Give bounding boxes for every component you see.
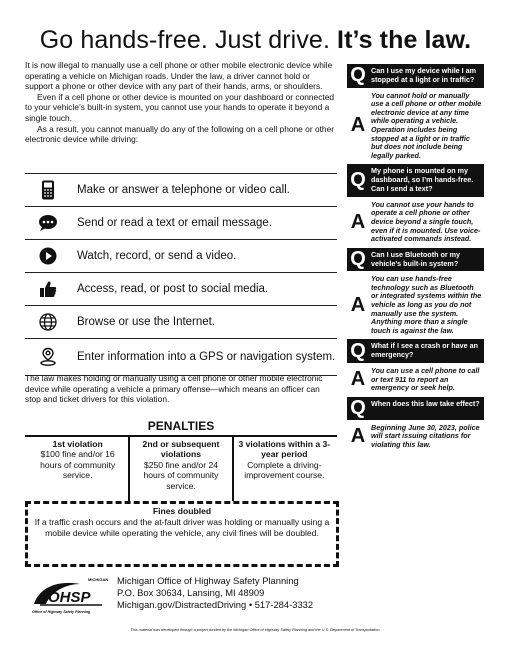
answer-block	[347, 423, 484, 451]
intro-paragraph-2: Even if a cell phone or other device is mounted on your dashboard or connected to your vehicle’s built-in system, you cannot use your hands to operate it beyond a single touch.	[25, 91, 335, 123]
answer-block	[347, 366, 484, 394]
ohsp-logo	[30, 574, 110, 616]
intro-paragraph-3: As a result, you cannot manually do any of the following on a cell phone or other electronic device while driving:	[25, 123, 335, 145]
action-label: Send or read a text or email message.	[77, 217, 272, 229]
question-block	[347, 339, 484, 363]
prohibited-actions-list	[25, 173, 337, 376]
question-text: What if I see a crash or have an emergency?	[371, 341, 479, 360]
action-label: Browse or use the Internet.	[77, 316, 216, 328]
answer-block	[347, 274, 484, 336]
penalty-body: $250 fine and/or 24 hours of community service.	[143, 459, 219, 491]
action-label: Access, read, or post to social media.	[77, 283, 269, 295]
thumbs-up-icon	[25, 280, 71, 298]
faq-sidebar	[347, 64, 484, 454]
a-letter: A	[350, 368, 366, 391]
action-item	[25, 338, 337, 376]
action-item	[25, 272, 337, 305]
fines-doubled-heading: Fines doubled	[152, 506, 212, 516]
action-item	[25, 305, 337, 338]
action-item	[25, 239, 337, 272]
penalty-heading: 1st violation	[52, 439, 103, 449]
a-letter: A	[350, 293, 366, 316]
answer-text: You can use a cell phone to call or text 911 to report an emergency or seek help.	[371, 366, 480, 393]
action-label: Make or answer a telephone or video call.	[77, 184, 290, 196]
question-text: When does this law take effect?	[371, 398, 480, 408]
a-letter: A	[350, 425, 366, 448]
question-block	[347, 248, 484, 272]
svg-text:OHSP: OHSP	[48, 589, 91, 606]
contact-org: Michigan Office of Highway Safety Planning	[117, 575, 299, 586]
phone-icon	[25, 180, 71, 200]
answer-text: You cannot hold or manually use a cell phone or other mobile electronic device at any time while operating a vehicle. Operation includes being stopped at a light or in traffic but does not include being legally parked.	[371, 90, 482, 160]
q-letter: Q	[350, 396, 366, 419]
penalties-title: PENALTIES	[25, 419, 337, 437]
contact-web-phone: Michigan.gov/DistractedDriving • 517-284-3332	[117, 598, 314, 610]
question-text: My phone is mounted on my dashboard, so I’m hands-free. Can I send a text?	[371, 166, 474, 193]
page-title	[0, 26, 511, 55]
fines-doubled-body: If a traffic crash occurs and the at-fault driver was holding or manually using a mobile device while operating the vehicle, any civil fines will be doubled.	[34, 517, 330, 538]
penalty-body: $100 fine and/or 16 hours of community service.	[40, 449, 116, 481]
contact-address: P.O. Box 30634, Lansing, MI 48909	[117, 586, 265, 598]
action-item	[25, 206, 337, 239]
action-label: Watch, record, or send a video.	[77, 250, 237, 262]
question-block	[347, 397, 484, 420]
action-item	[25, 173, 337, 206]
question-block	[347, 64, 484, 88]
primary-offense-text: The law makes holding or manually using a cell phone or other mobile electronic device while operating a vehicle a primary offense—which means an officer can stop and ticket drivers for this violation.	[25, 373, 323, 405]
svg-text:MICHIGAN: MICHIGAN	[88, 577, 109, 582]
answer-block	[347, 200, 484, 245]
q-letter: Q	[350, 248, 366, 270]
fines-doubled-box	[25, 501, 339, 567]
penalty-heading: 2nd or subsequent violations	[142, 439, 220, 460]
q-letter: Q	[350, 169, 366, 192]
title-normal: Go hands-free. Just drive.	[39, 26, 330, 54]
a-letter: A	[350, 210, 366, 233]
title-bold: It’s the law.	[337, 26, 472, 54]
chat-bubble-icon	[25, 214, 71, 232]
penalties-table	[27, 437, 335, 501]
funding-footnote: This material was developed through a project funded by the Michigan Office of Highway Safety Planning and the U.S. Department of Transportation.	[130, 628, 381, 632]
answer-text: You can use hands-free technology such as Bluetooth or integrated systems within the vehicle as long as you do not manually use the system. Anything more than a single touch is against the law.	[371, 274, 482, 335]
play-icon	[25, 247, 71, 265]
map-pin-icon	[25, 347, 71, 367]
svg-text:Office of Highway Safety Plann: Office of Highway Safety Planning	[32, 610, 91, 614]
intro-paragraph-1: It is now illegal to manually use a cell phone or other mobile electronic device while operating a vehicle on Michigan roads. Under the law, a driver cannot hold or support a phone or other device with any part of their hands, arms, or shoulders.	[25, 60, 333, 92]
intro-text	[25, 60, 337, 145]
action-label: Enter information into a GPS or navigation system.	[77, 351, 336, 363]
penalty-body: Complete a driving-improvement course.	[244, 459, 325, 481]
question-block	[347, 164, 484, 196]
a-letter: A	[350, 114, 366, 137]
q-letter: Q	[350, 64, 366, 87]
question-text: Can I use Bluetooth or my vehicle’s built-in system?	[371, 249, 461, 268]
q-letter: Q	[350, 339, 366, 362]
contact-info	[117, 575, 313, 610]
answer-text: Beginning June 30, 2023, police will start issuing citations for violating this law.	[371, 422, 480, 450]
globe-icon	[25, 313, 71, 331]
question-text: Can I use my device while I am stopped at a light or in traffic?	[371, 66, 477, 84]
penalty-heading: 3 violations within a 3-year period	[238, 439, 331, 460]
penalty-column	[130, 437, 233, 501]
answer-text: You cannot use your hands to operate a cell phone or other device beyond a single touch, even if it is mounted. Use voice-activated commands instead.	[371, 199, 481, 244]
penalty-column	[27, 437, 130, 501]
penalty-column	[234, 437, 335, 501]
answer-block	[347, 91, 484, 162]
